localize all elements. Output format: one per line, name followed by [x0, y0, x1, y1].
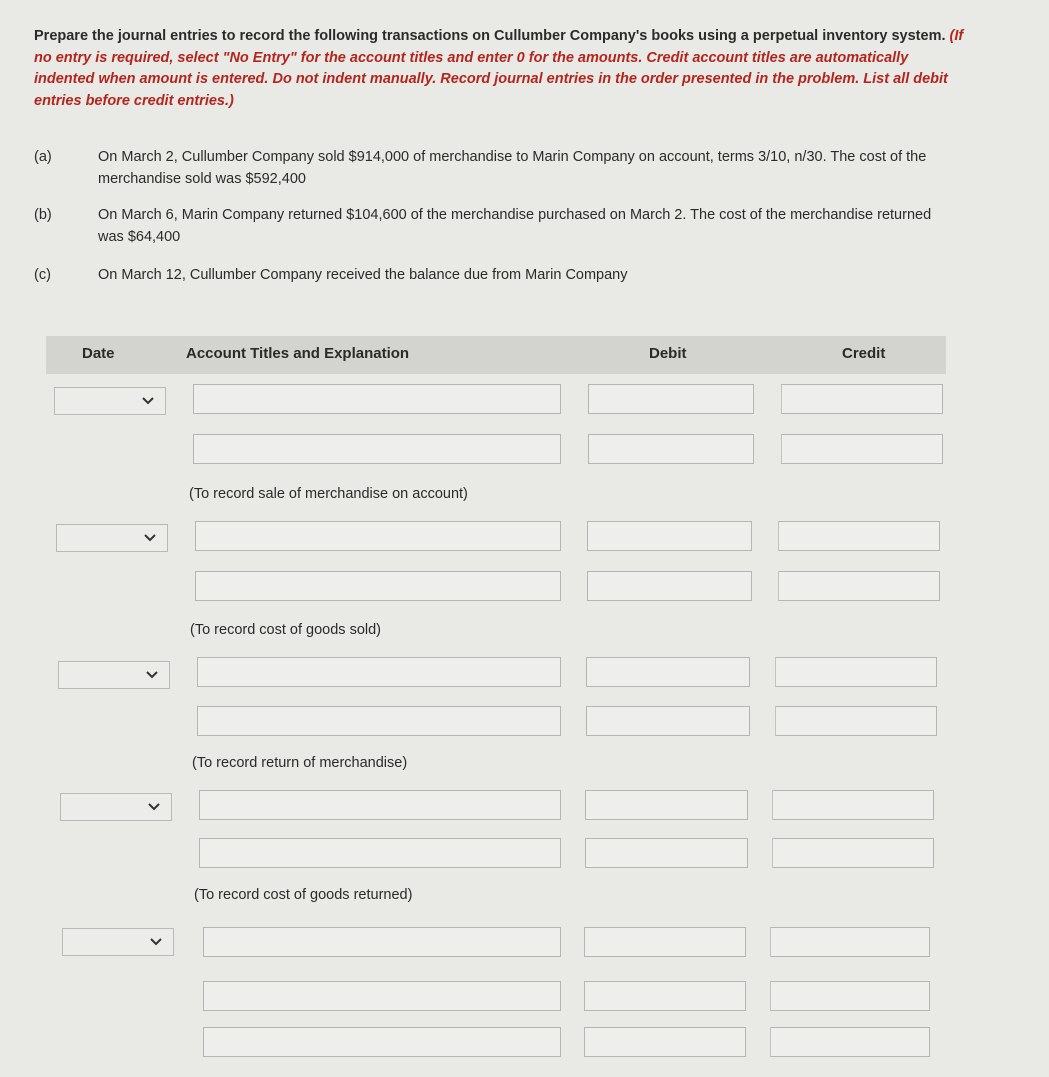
chevron-down-icon: [149, 936, 163, 948]
credit-input[interactable]: [778, 571, 940, 601]
entry-explanation: (To record cost of goods sold): [190, 622, 382, 638]
transaction-letter: (a): [34, 149, 52, 165]
account-input[interactable]: [197, 657, 561, 687]
header-credit: Credit: [842, 345, 886, 362]
credit-input[interactable]: [781, 434, 943, 464]
date-select[interactable]: [58, 661, 170, 689]
credit-input[interactable]: [770, 927, 930, 957]
credit-input[interactable]: [778, 521, 940, 551]
account-input[interactable]: [195, 571, 561, 601]
debit-input[interactable]: [587, 521, 752, 551]
chevron-down-icon: [141, 395, 155, 407]
instructions-note: (If no entry is required, select "No Entry" for the account titles and enter 0 for the amounts. Credit account titles are automatically indented when amount is entered. Do not indent manually. Record journal entries in the order presented in the problem. List all debit entries before credit entries.): [34, 28, 964, 109]
debit-input[interactable]: [585, 838, 748, 868]
credit-input[interactable]: [770, 981, 930, 1011]
account-input[interactable]: [199, 790, 561, 820]
account-input[interactable]: [203, 1027, 561, 1057]
journal-table-header: [46, 336, 946, 374]
transaction-a: [34, 146, 948, 190]
debit-input[interactable]: [586, 706, 750, 736]
transaction-text: On March 12, Cullumber Company received the balance due from Marin Company: [98, 267, 628, 283]
chevron-down-icon: [143, 532, 157, 544]
account-input[interactable]: [193, 384, 561, 414]
transaction-text: On March 2, Cullumber Company sold $914,000 of merchandise to Marin Company on account, terms 3/10, n/30. The cost of the merchandise sold was $592,400: [98, 149, 927, 187]
account-input[interactable]: [193, 434, 561, 464]
entry-explanation: (To record cost of goods returned): [194, 887, 413, 903]
instructions: [34, 26, 964, 112]
debit-input[interactable]: [585, 790, 748, 820]
credit-input[interactable]: [781, 384, 943, 414]
debit-input[interactable]: [584, 927, 746, 957]
date-select[interactable]: [62, 928, 174, 956]
debit-input[interactable]: [588, 434, 754, 464]
chevron-down-icon: [145, 669, 159, 681]
header-debit: Debit: [649, 345, 687, 362]
credit-input[interactable]: [770, 1027, 930, 1057]
credit-input[interactable]: [775, 706, 937, 736]
transaction-c: [34, 264, 948, 286]
debit-input[interactable]: [584, 981, 746, 1011]
debit-input[interactable]: [584, 1027, 746, 1057]
header-date: Date: [82, 345, 115, 362]
account-input[interactable]: [203, 981, 561, 1011]
date-select[interactable]: [56, 524, 168, 552]
debit-input[interactable]: [586, 657, 750, 687]
entry-explanation: (To record return of merchandise): [192, 755, 408, 771]
chevron-down-icon: [147, 801, 161, 813]
transaction-letter: (c): [34, 267, 51, 283]
account-input[interactable]: [199, 838, 561, 868]
credit-input[interactable]: [772, 838, 934, 868]
debit-input[interactable]: [587, 571, 752, 601]
account-input[interactable]: [197, 706, 561, 736]
date-select[interactable]: [60, 793, 172, 821]
credit-input[interactable]: [775, 657, 937, 687]
header-account: Account Titles and Explanation: [186, 345, 410, 362]
account-input[interactable]: [203, 927, 561, 957]
account-input[interactable]: [195, 521, 561, 551]
date-select[interactable]: [54, 387, 166, 415]
transaction-letter: (b): [34, 207, 52, 223]
instructions-main: Prepare the journal entries to record the following transactions on Cullumber Company's books using a perpetual inventory system.: [34, 28, 946, 44]
transaction-text: On March 6, Marin Company returned $104,600 of the merchandise purchased on March 2. The cost of the merchandise returned was $64,400: [98, 207, 932, 245]
debit-input[interactable]: [588, 384, 754, 414]
entry-explanation: (To record sale of merchandise on account): [189, 486, 468, 502]
transaction-b: [34, 204, 948, 248]
credit-input[interactable]: [772, 790, 934, 820]
